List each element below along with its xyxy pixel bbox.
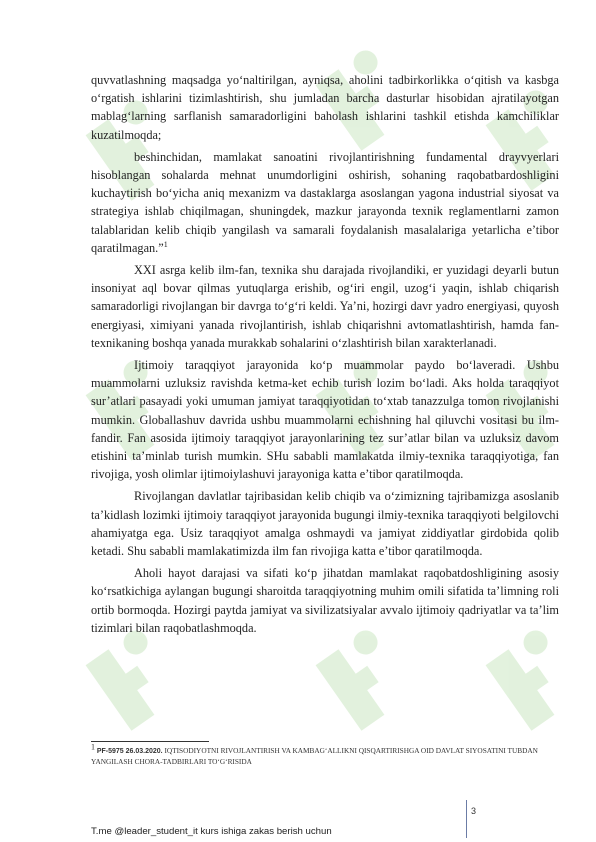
footnote-code: PF-5975 26.03.2020.: [96, 748, 163, 755]
page-number: 3: [471, 806, 477, 816]
footnote-text: IQTISODIYOTNI RIVOJLANTIRISH VA KAMBAG‘ALLIKNI QISQARTIRISHGA OID DAVLAT SIYOSATINI TUBDAN YANGILASH CHORA-TADBIRLARI TO‘G‘RISIDA: [91, 746, 538, 766]
bottom-note: T.me @leader_student_it kurs ishiga zakas berish uchun: [91, 826, 332, 837]
paragraph-1: quvvatlashning maqsadga yo‘naltirilgan, ayniqsa, aholini tadbirkorlikka o‘qitish va kasbga o‘rgatish ishlarini tizimlashtirish, shu jumladan barcha dasturlar hisobidan ajratilayotgan mablag‘larning sarflanish samaradorligini baholash ishlarini tashkil etishda kamchiliklar kuzatilmoqda;: [91, 73, 559, 142]
paragraph-5: Rivojlangan davlatlar tajribasidan kelib chiqib va o‘zimizning tajribamizga asoslanib ta’kidlash lozimki ijtimoiy taraqqiyot jarayonida bugungi ilmiy-texnika taraqqiyoti belgilovchi ahamiyatga ega. Usiz taraqqiyot amalga oshmaydi va jamiyat ziddiyatlar girdobida qolib ketadi. Shu sababli mamlakatimizda ilm fan rivojiga katta e’tibor qaratilmoqda.: [91, 489, 559, 559]
leaf-logo-icon: [314, 626, 415, 731]
paragraph-3: XXI asrga kelib ilm-fan, texnika shu darajada rivojlandiki, er yuzidagi deyarli butun insoniyat aql bovar qilmas yutuqlarga erishib, og‘iri engil, uzog‘i yaqin, ishlab chiqarish samaradorligi rivojlangan bir davrga to‘g‘ri keldi. Ya’ni, hozirgi davr yadro energiyasi, quyosh energiyasi, ximiyani yanada rivojlantirish, ishlab chiqarishni avtomatlashtirish, hamda fan- texnikaning boshqa yanada murakkab sohalarini o‘zlashtirish bilan xarakterlanadi.: [91, 263, 559, 350]
leaf-logo-icon: [484, 626, 585, 731]
paragraph-6: Aholi hayot darajasi va sifati ko‘p jihatdan mamlakat raqobatdoshligining asosiy ko‘rsatkichiga aylangan bugungi sharoitda taraqqiyotning muhim omili sifatida ta’limning roli ortib bormoqda. Hozirgi paytda jamiyat va sivilizatsiyalar avvalo ijtimoiy qadriyatlar va ta’lim tizimlari bilan raqobatlashmoqda.: [91, 566, 559, 635]
leaf-logo-icon: [84, 626, 185, 731]
paragraph-2: [91, 148, 559, 257]
footnote-number: 1: [91, 742, 95, 752]
footnote-reference[interactable]: 1: [163, 239, 168, 249]
footnote: [91, 742, 561, 767]
paragraph-2-text: beshinchidan, mamlakat sanoatini rivojlantirishning fundamental drayvyerlari hisoblangan sohalarda mehnat unumdorligini oshirish, sohaning raqobatbardoshligini kuchaytirish bo‘yicha aniq mexanizm va dastaklarga asoslangan yagona industrial siyosat va strategiya ishlab chiqilmagan, shuningdek, mazkur jarayonda texnik reglamentlarni zamon talablaridan kelib chiqib yangilash va samarali foydalanish masalalariga yetarlicha e’tibor qaratilmagan.”: [91, 149, 559, 255]
page-number-rule: [466, 800, 467, 838]
paragraph-4: Ijtimoiy taraqqiyot jarayonida ko‘p muammolar paydo bo‘laveradi. Ushbu muammolarni uzluksiz ravishda ketma-ket echib turish lozim bo‘ladi. Aks holda taraqqiyot sur’atlari pasayadi yoki umuman jamiyat taraqqiyotidan to‘xtab tanazzulga tomon rivojlanishi mumkin. Globallashuv davrida ushbu muammolarni echishning hal qiluvchi vositasi bu ilm-fandir. Fan asosida ijtimoiy taraqqiyot jarayonlarining tez sur’atlar bilan va uzluksiz davom etishini ta’minlab turish mumkin. SHu sababli mamlakatda ilmiy-texnika taraqqiyotiga, fan rivojiga, yosh olimlar ijtimoiylashuvi jarayoniga katta e’tibor qaratilmoqda.: [91, 358, 559, 482]
footnote-separator: [91, 741, 209, 742]
body-text: [91, 71, 559, 641]
